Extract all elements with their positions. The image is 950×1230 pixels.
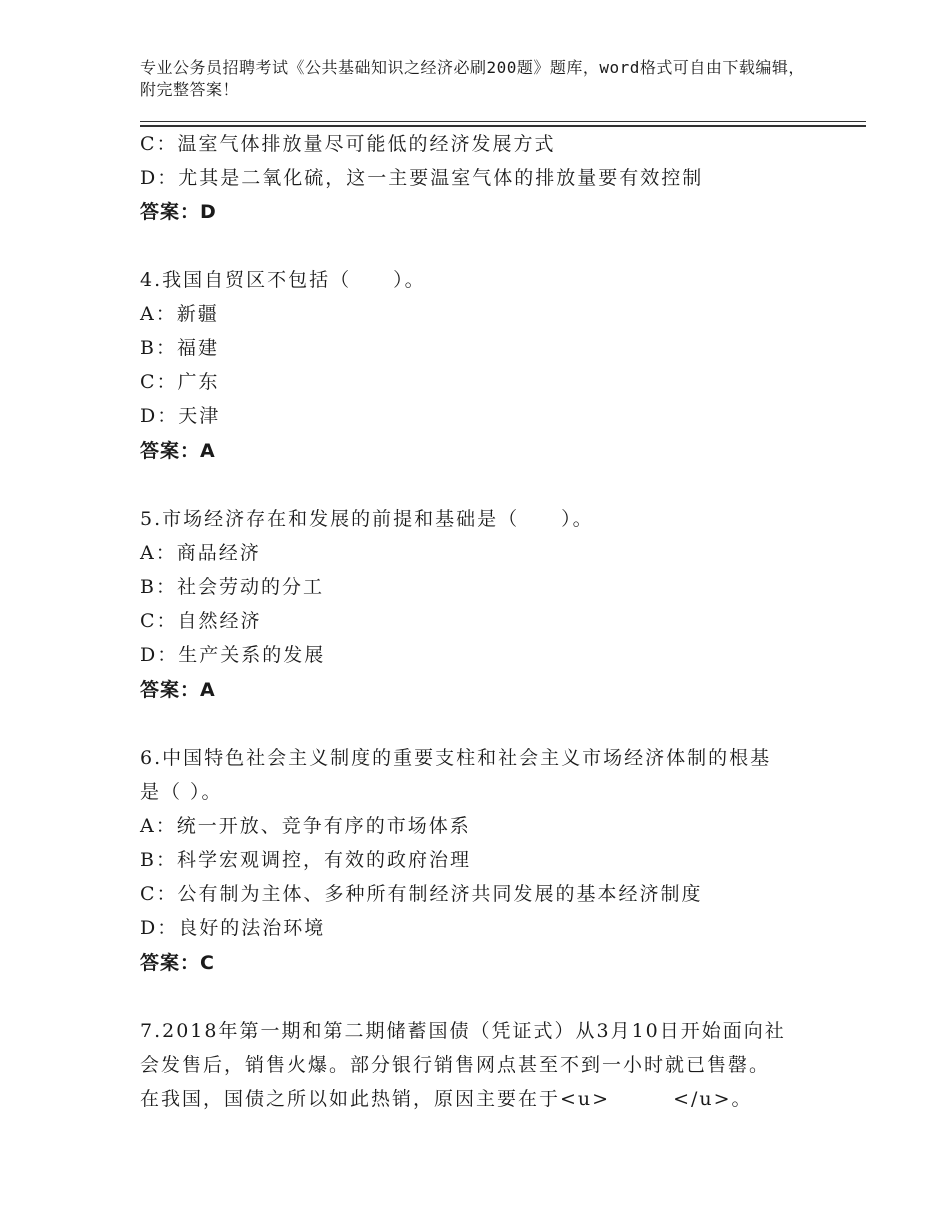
q6-option-c: C：公有制为主体、多种所有制经济共同发展的基本经济制度 xyxy=(140,883,703,905)
q3-answer: 答案：D xyxy=(140,201,217,223)
q5-option-d: D：生产关系的发展 xyxy=(140,644,326,666)
q5-option-c: C：自然经济 xyxy=(140,610,262,632)
header-divider-thick xyxy=(140,125,866,127)
document-header: 专业公务员招聘考试《公共基础知识之经济必刷200题》题库，word格式可自由下载编辑，附完整答案！ xyxy=(140,58,805,99)
q7-stem-line1: 7.2018年第一期和第二期储蓄国债（凭证式）从3月10日开始面向社 xyxy=(140,1020,786,1042)
q7-stem-line3: 在我国，国债之所以如此热销，原因主要在于<u> </u>。 xyxy=(140,1088,753,1110)
q4-answer: 答案：A xyxy=(140,440,216,462)
q6-stem-line2: 是（ ）。 xyxy=(140,781,223,803)
q5-answer: 答案：A xyxy=(140,679,216,701)
q6-option-d: D：良好的法治环境 xyxy=(140,917,326,939)
q6-option-b: B：科学宏观调控，有效的政府治理 xyxy=(140,849,471,871)
q4-option-c: C：广东 xyxy=(140,371,220,393)
q5-option-b: B：社会劳动的分工 xyxy=(140,576,324,598)
q3-option-c: C：温室气体排放量尽可能低的经济发展方式 xyxy=(140,133,556,155)
q3-option-d: D：尤其是二氧化硫，这一主要温室气体的排放量要有效控制 xyxy=(140,167,704,189)
q4-stem: 4.我国自贸区不包括（ ）。 xyxy=(140,269,426,291)
q5-stem: 5.市场经济存在和发展的前提和基础是（ ）。 xyxy=(140,508,594,530)
header-divider-thin xyxy=(140,121,866,122)
q4-option-b: B：福建 xyxy=(140,337,219,359)
q6-stem-line1: 6.中国特色社会主义制度的重要支柱和社会主义市场经济体制的根基 xyxy=(140,747,772,769)
q6-answer: 答案：C xyxy=(140,952,215,974)
q5-option-a: A：商品经济 xyxy=(140,542,261,564)
q4-option-d: D：天津 xyxy=(140,405,221,427)
q7-stem-line2: 会发售后，销售火爆。部分银行销售网点甚至不到一小时就已售罄。 xyxy=(140,1054,771,1076)
q6-option-a: A：统一开放、竞争有序的市场体系 xyxy=(140,815,471,837)
q4-option-a: A：新疆 xyxy=(140,303,219,325)
